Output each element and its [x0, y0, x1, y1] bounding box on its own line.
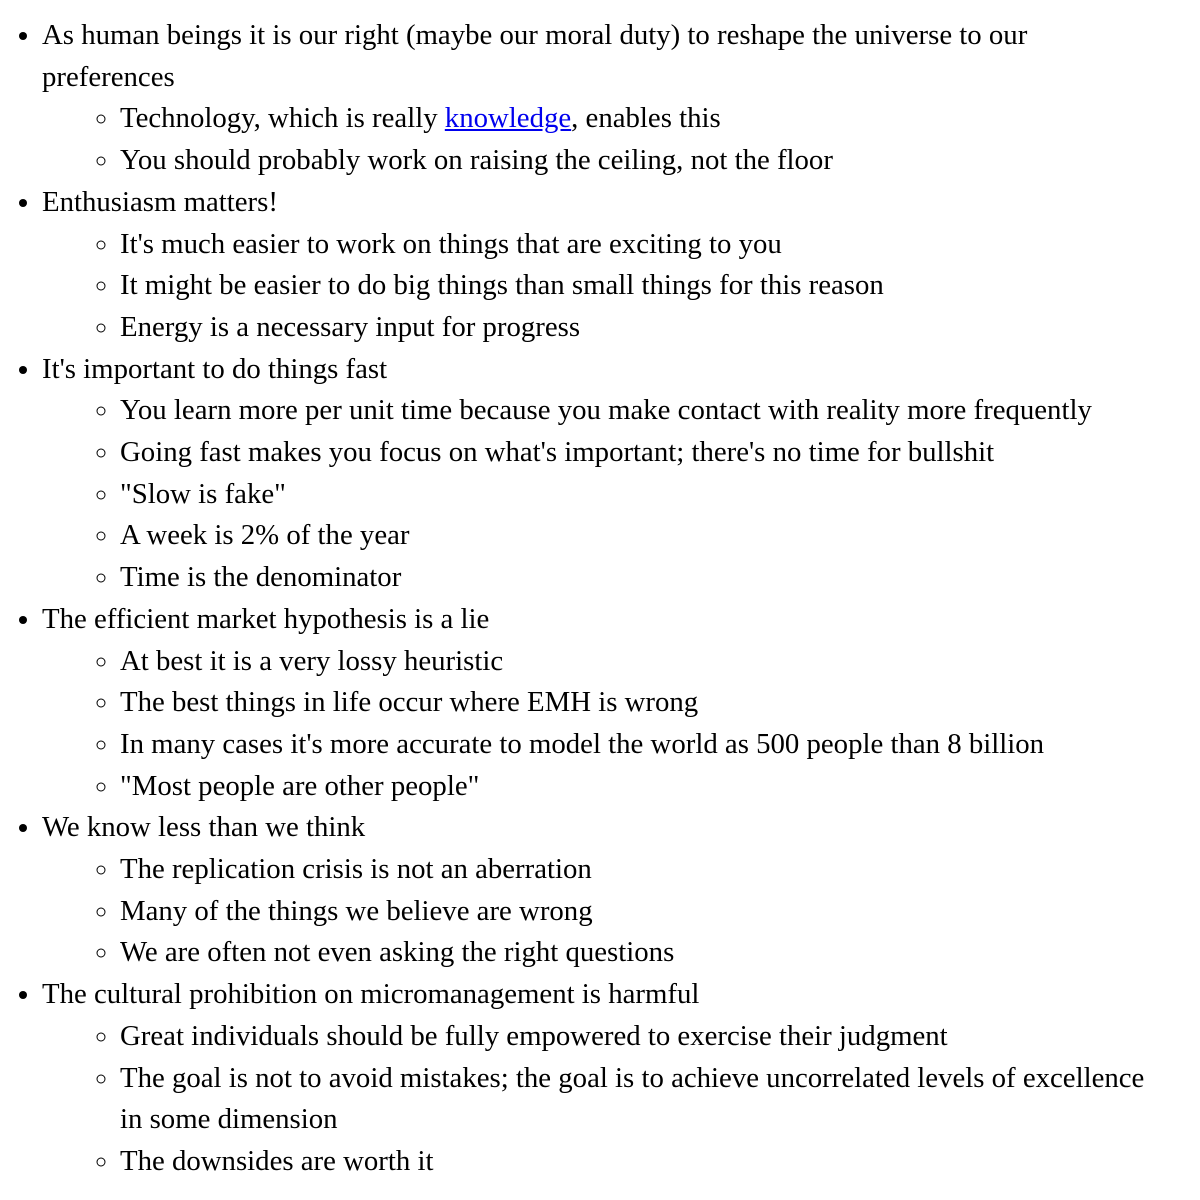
- sub-bullet-item: ◦ In many cases it's more accurate to model the world as 500 people than 8 billion: [120, 724, 1200, 766]
- sub-bullet-item: ◦ The best things in life occur where EMH is wrong: [120, 682, 1200, 724]
- item-text: It's important to do things fast: [42, 352, 388, 385]
- sub-bullet-item: ◦ Time is the denominator: [120, 557, 1200, 599]
- sub-bullet-item: ◦ You should probably work on raising the ceiling, not the floor: [120, 140, 1200, 182]
- bullet-item: [42, 182, 1200, 349]
- knowledge-link[interactable]: knowledge: [444, 102, 572, 135]
- item-text-line: in some dimension: [120, 1103, 338, 1136]
- item-text: , enables this: [571, 102, 721, 135]
- sub-bullet-item: ◦ Energy is a necessary input for progress: [120, 307, 1200, 349]
- bullet-item: [42, 349, 1200, 599]
- sub-bullet-item: [120, 98, 1200, 140]
- sub-list: [42, 1016, 1200, 1183]
- sub-bullet-item: ◦ It's much easier to work on things that are exciting to you: [120, 224, 1200, 266]
- sub-bullet-item: ◦ You learn more per unit time because you make contact with reality more frequently: [120, 390, 1200, 432]
- item-text: We know less than we think: [42, 811, 366, 844]
- sub-bullet-item: ◦ Many of the things we believe are wrong: [120, 891, 1200, 933]
- item-text-line: preferences: [42, 60, 175, 93]
- item-text: The efficient market hypothesis is a lie: [42, 602, 490, 635]
- sub-list: [42, 390, 1200, 599]
- item-text-line: As human beings it is our right (maybe our moral duty) to reshape the universe to our: [42, 19, 1028, 51]
- sub-list: [42, 641, 1200, 808]
- sub-bullet-item: ◦ We are often not even asking the right questions: [120, 932, 1200, 974]
- sub-bullet-item: ◦ The downsides are worth it: [120, 1141, 1200, 1183]
- sub-bullet-item: ◦ "Slow is fake": [120, 474, 1200, 516]
- sub-bullet-item: ◦ It might be easier to do big things than small things for this reason: [120, 265, 1200, 307]
- sub-bullet-item: ◦ "Most people are other people": [120, 766, 1200, 808]
- sub-bullet-item: ◦ At best it is a very lossy heuristic: [120, 641, 1200, 683]
- item-text-line: The goal is not to avoid mistakes; the goal is to achieve uncorrelated levels of excellence: [120, 1061, 1145, 1094]
- sub-bullet-item: ◦ A week is 2% of the year: [120, 515, 1200, 557]
- bullet-item: [42, 15, 1200, 182]
- item-text: Enthusiasm matters!: [42, 185, 278, 218]
- sub-list: [42, 98, 1200, 181]
- sub-list: [42, 849, 1200, 974]
- bullet-item: [42, 599, 1200, 808]
- sub-bullet-item: [120, 1058, 1200, 1141]
- sub-list: [42, 224, 1200, 349]
- item-text: Technology, which is really: [120, 102, 445, 135]
- bullet-item: [42, 974, 1200, 1183]
- sub-bullet-item: ◦ Going fast makes you focus on what's important; there's no time for bullshit: [120, 432, 1200, 474]
- item-text: The cultural prohibition on micromanagement is harmful: [42, 978, 700, 1011]
- sub-bullet-item: ◦ Great individuals should be fully empowered to exercise their judgment: [120, 1016, 1200, 1058]
- bullet-item: [42, 807, 1200, 974]
- notes-page: [0, 15, 1200, 1183]
- sub-bullet-item: ◦ The replication crisis is not an aberration: [120, 849, 1200, 891]
- outline-list: [0, 15, 1200, 1183]
